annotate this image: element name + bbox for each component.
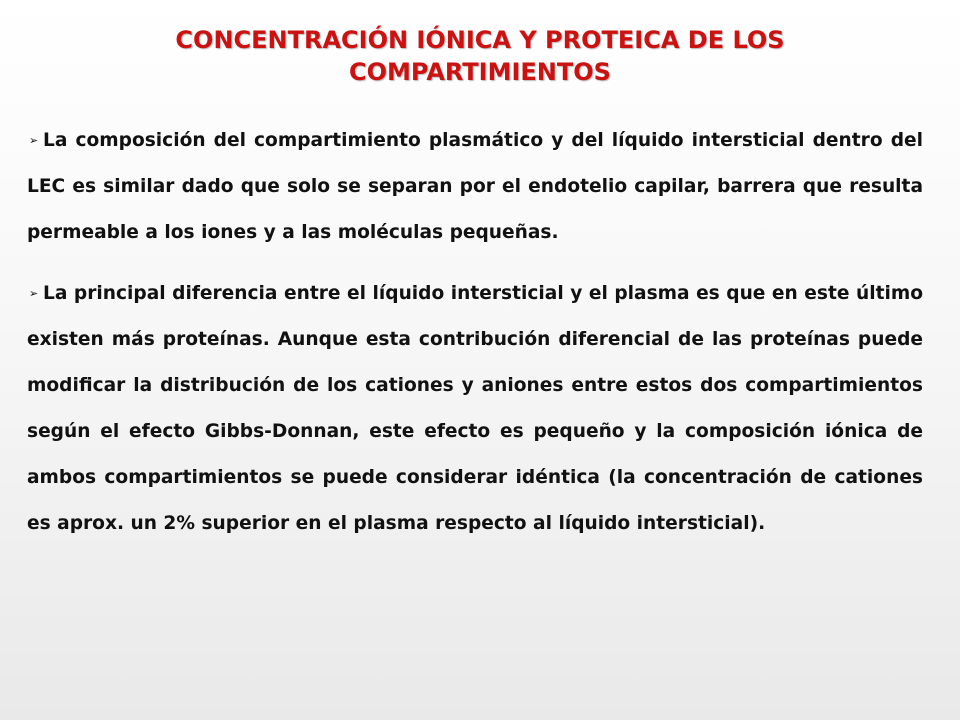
- bullet-paragraph: [27, 118, 923, 256]
- slide-title: CONCENTRACIÓN IÓNICA Y PROTEICA DE LOS COMPARTIMIENTOS: [175, 26, 785, 86]
- arrowhead-bullet-icon: ➢: [29, 287, 39, 300]
- paragraph-text: La principal diferencia entre el líquido intersticial y el plasma es que en este último existen más proteínas. Aunque esta contribución diferencial de las proteínas puede modificar la distribución de los cationes y aniones entre estos dos compartimientos según el efecto Gibbs-Donnan, este efecto es pequeño y la composición iónica de ambos compartimientos se puede considerar idéntica (la concentración de cationes es aprox. un 2% superior en el plasma respecto al líquido intersticial).: [27, 283, 923, 534]
- paragraph-text: La composición del compartimiento plasmático y del líquido intersticial dentro del LEC es similar dado que solo se separan por el endotelio capilar, barrera que resulta permeable a los iones y a las moléculas pequeñas.: [27, 130, 923, 243]
- slide-body: [27, 118, 923, 562]
- bullet-paragraph: [27, 271, 923, 547]
- arrowhead-bullet-icon: ➢: [29, 134, 39, 147]
